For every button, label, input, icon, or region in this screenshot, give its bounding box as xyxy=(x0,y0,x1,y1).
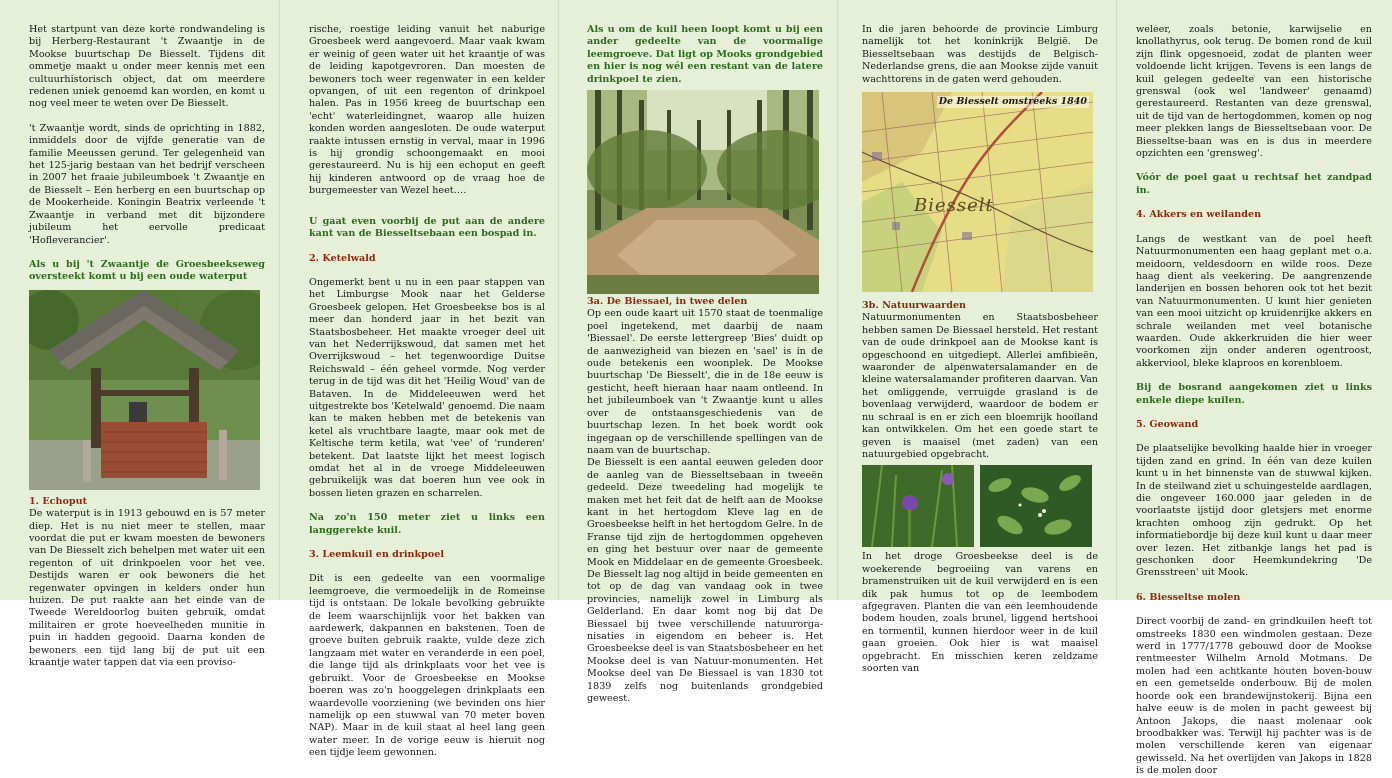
column-4 xyxy=(862,0,1098,674)
hertshooi-photo xyxy=(980,465,1092,547)
column-divider xyxy=(837,0,838,600)
section-3b-heading: 3b. Natuurwaarden xyxy=(862,300,967,312)
section-3a-heading: 3a. De Biessael, in twee delen xyxy=(587,296,748,308)
section-5-heading: 5. Geowand xyxy=(1136,418,1199,430)
route-instruction-1: Als u bij 't Zwaantje de Groesbeekseweg oversteekt komt u bij een oude waterput xyxy=(29,258,265,283)
ketelwald-paragraph: Ongemerkt bent u nu in een paar stappen van het Limburgse Mook naar het Gelderse Groesbeek gelopen. Het Groesbeekse bos is al meer dan honderd jaar in het bezit van Staatsbosbeheer. Het maakte vroeger deel uit van het Nederrijkswoud, dat samen met het Overrijkswoud – het tegenwoordige Duitse Reichswald – één geheel vormde. Nog verder terug in de tijd was dit het 'Heilig Woud' van de Bataven. In de Middeleeuwen werd het uitgestrekte bos 'Ketelwald' genoemd. Die naam kan te maken hebben met de betekenis van ketel als vruchtbare laagte, maar ook met de Keltische term ketila, wat 'vee' of 'runderen' betekent. Dat laatste lijkt het meest logisch omdat het al in de vroege Middeleeuwen gebruikelijk was dat boeren hun vee ook in bossen lieten grazen en scharrelen. xyxy=(309,276,545,499)
column-1 xyxy=(29,0,265,668)
forest-pit-image xyxy=(587,90,819,294)
groesbeekse-deel-paragraph: In het droge Groesbeekse deel is de woekerende begroeiing van varens en bramenstruiken uit de kuil verwijderd en is een dik pak humus tot op de leembodem afgegraven. Planten die van een leemhoudende bodem houden, zoals brunel, liggend hertshooi en tormentil, kunnen hierdoor weer in de kuil gaan groeien. Ook hier is wat maaisel opgebracht. En misschien keren zeldzame soorten van xyxy=(862,551,1098,674)
column-3 xyxy=(587,0,823,705)
section-2-heading: 2. Ketelwald xyxy=(309,252,376,264)
grenswal-paragraph: weleer, zoals betonie, karwijselie en knollathyrus, ook terug. De bomen rond de kuil zijn flink opgesnoeid, zodat de planten weer voldoende licht krijgen. Tevens is een langs de kuil gelegen gedeelte van een historische grenswal (ook wel 'landweer' genaamd) gerestaureerd. Restanten van deze grenswal, uit de tijd van de hertogdommen, komen op nog meer plekken langs de Biesseltsebaan voor. De Biesseltse-baan was en is dus in meerdere opzichten een 'grensweg'. xyxy=(1136,24,1372,160)
column-divider xyxy=(1116,0,1117,600)
route-instruction-2: U gaat even voorbij de put aan de andere kant van de Biesseltsebaan een bospad in. xyxy=(309,215,545,240)
route-instruction-4: Als u om de kuil heen loopt komt u bij een ander gedeelte van de voormalige leemgroeve. Dat ligt op Mooks grondgebied en hier is nog wél een restant van de latere drinkpoel te zien. xyxy=(587,24,823,85)
brunel-photo xyxy=(862,465,974,547)
section-3-heading: 3. Leemkuil en drinkpoel xyxy=(309,549,445,561)
column-divider xyxy=(558,0,559,600)
biessael-paragraph: Op een oude kaart uit 1570 staat de toenmalige poel ingetekend, met daarbij de naam 'Biessael'. De eerste lettergreep 'Bies' duidt op de aanwezigheid van biezen en 'sael' is in de oude betekenis een woonplek. De Mookse buurtschap 'De Biesselt', die in de 18e eeuw is gesticht, heeft hieraan haar naam ontleend. In het jubileumboek van 't Zwaantje kunt u alles over de ontstaansgeschiedenis van de buurtschap lezen. In het boek wordt ook ingegaan op de verschillende spellingen van de naam van de buurtschap. xyxy=(587,308,823,456)
leemkuil-photo xyxy=(587,90,819,294)
molen-paragraph: Direct voorbij de zand- en grindkuilen heeft tot omstreeks 1830 een windmolen gestaan. Deze werd in 1777/1778 gebouwd door de Mookse rentmeester Wilhelm Arnold Motmans. De molen had een achtkante houten boven-bouw en een gemetselde onderbouw. Bij de molen hoorde ook een brandewijnstokerij. Bijna een halve eeuw is de molen in pacht geweest bij Antoon Jakops, die naast molenaar ook broodbakker was. Terwijl hij pachter was is de molen verschillende keren van eigenaar gewisseld. Na het overlijden van Jakops in 1828 is de molen door xyxy=(1136,616,1372,777)
echoput-image xyxy=(29,290,260,490)
column-5 xyxy=(1136,0,1372,777)
belgie-paragraph: In die jaren behoorde de provincie Limburg namelijk tot het koninkrijk België. De Biesseltsebaan was destijds de Belgisch-Nederlandse grens, die aan Mookse zijde vanuit wachttorens in de gaten werd gehouden. xyxy=(862,24,1098,85)
route-instruction-5: Vóór de poel gaat u rechtsaf het zandpad in. xyxy=(1136,172,1372,196)
tweedeling-paragraph: De Biesselt is een aantal eeuwen geleden door de aanleg van de Biesseltsebaan in tweeën gedeeld. Deze tweedeling had mogelijk te maken met het feit dat de helft aan de Mookse kant in het hertogdom Kleve lag en de Groesbeekse helft in het hertogdom Gelre. In de Franse tijd zijn de hertogdommen opgeheven en ging het bestuur over naar de gemeente Mook en Middelaar en de gemeente Groesbeek. De Biesselt lag nog altijd in beide gemeenten en tot op de dag van vandaag ook in twee provincies, namelijk zowel in Limburg als Gelderland. En daar komt nog bij dat De Biessael bij twee verschillende natuurorga-nisaties in eigendom en beheer is. Het Groesbeekse deel is van Staatsbosbeheer en het Mookse deel is van Natuur-monumenten. Het Mookse deel van De Biessael is van 1830 tot 1839 zelfs nog buitenlands grondgebied geweest. xyxy=(587,457,823,705)
map-title: De Biesselt omstreeks 1840 xyxy=(938,96,1087,108)
section-1-heading: 1. Echoput xyxy=(29,495,87,507)
plant-photo-row xyxy=(862,465,1098,547)
zwaantje-paragraph: 't Zwaantje wordt, sinds de oprichting in 1882, inmiddels door de vijfde generatie van de familie Meeussen gerund. Ter gelegenheid van het 125-jarig bestaan van het bedrijf verscheen in 2007 het fraaie jubileumboek 't Zwaantje en de Biesselt – Een herberg en een buurtschap op de Mookerheide. Koningin Beatrix verleende 't Zwaantje in verband met dit bijzondere jubileum het eervolle predicaat 'Hofleverancier'. xyxy=(29,122,265,246)
map-image xyxy=(862,92,1093,292)
echoput-paragraph: De waterput is in 1913 gebouwd en is 57 meter diep. Het is nu niet meer te stellen, maar voordat die put er kwam moesten de bewoners van De Biesselt zich behelpen met water uit een regenton of uit drinkpoelen voor het vee. Destijds waren er ook bewoners die het regenwater opvingen in kelders onder hun huizen. De put raakte aan het einde van de Tweede Wereldoorlog buiten gebruik, omdat militairen er grote hoeveelheden munitie in puin in hadden gegooid. Daarna konden de bewoners een tijd lang bij de put uit een kraantje water tappen dat via een proviso- xyxy=(29,508,265,668)
echoput-photo xyxy=(29,290,260,490)
route-instruction-6: Bij de bosrand aangekomen ziet u links enkele diepe kuilen. xyxy=(1136,382,1372,406)
akkers-paragraph: Langs de westkant van de poel heeft Natuurmonumenten een haag geplant met o.a. meidoorn, veldesdoorn en wilde roos. Deze haag dient als veekering. De aangrenzende landerijen en bossen behoren ook tot het bezit van Natuurmonumenten. U kunt hier genieten van een mooi uitzicht op kruidenrijke akkers en schrale weilanden met veel botanische waarden. Oude akkerkruiden die hier weer voorkomen zijn onder anderen ogentroost, akkerviool, bleke klaproos en korenbloem. xyxy=(1136,233,1372,369)
route-instruction-3: Na zo'n 150 meter ziet u links een langgerekte kuil. xyxy=(309,512,545,536)
leemkuil-paragraph: Dit is een gedeelte van een voormalige leemgroeve, die vermoedelijk in de Romeinse tijd is ontstaan. De lokale bevolking gebruikte de leem waarschijnlijk voor het bakken van aardewerk, dakpannen en bakstenen. Toen de groeve buiten gebruik raakte, vulde deze zich langzaam met water en veranderde in een poel, die lange tijd als drinkplaats voor het vee is gebruikt. Voor de Groesbeekse en Mookse boeren was zo'n hooggelegen drinkplaats een waardevolle voorziening (we bevinden ons hier namelijk op een stuwwal van 70 meter boven NAP). Maar in de kuil staat al heel lang geen water meer. In de vorige eeuw is hieruit nog een tijdje leem gewonnen. xyxy=(309,573,545,759)
geowand-paragraph: De plaatselijke bevolking haalde hier in vroeger tijden zand en grind. In één van deze kuilen kunt u in het binnenste van de stuwwal kijken. In de steilwand ziet u schuingestelde aardlagen, die ongeveer 160.000 jaar geleden in de voorlaatste ijstijd door gletsjers met enorme krachten omhoog zijn gedrukt. Op het informatiebordje bij deze kuil kunt u daar meer over lezen. Het zitbankje langs het pad is geschonken door Heemkundekring 'De Grensstreen' uit Mook. xyxy=(1136,443,1372,579)
section-4-heading: 4. Akkers en weilanden xyxy=(1136,209,1262,221)
echoput-continued-paragraph: rische, roestige leiding vanuit het naburige Groesbeek werd aangevoerd. Maar vaak kwam er weinig of geen water uit het kraantje of was de leiding kapotgevroren. Dan moesten de bewoners toch weer regenwater in een kelder opvangen, of uit een regenton of drinkpoel halen. Pas in 1956 kreeg de buurtschap een 'echt' waterleidingnet, waarop alle huizen konden worden aangesloten. De oude waterput raakte intussen ernstig in verval, maar in 1996 is hij grondig schoongemaakt en mooi gerestaureerd. Nu is hij een echoput en geeft hij kinderen antwoord op de vraag hoe de burgemeester van Wezel heet…. xyxy=(309,24,545,197)
leaves-image xyxy=(980,465,1092,547)
section-6-heading: 6. Biesseltse molen xyxy=(1136,591,1241,603)
natuurwaarden-paragraph: Natuurmonumenten en Staatsbosbeheer hebben samen De Biessael hersteld. Het restant van de oude drinkpoel aan de Mookse kant is opgeschoond en uitgediept. Allerlei amfibieën, waaronder de alpenwatersalamander en de kleine watersalamander profiteren daarvan. Van het omliggende, verruigde grasland is de bovenlaag verwijderd, waardoor de bodem er nu schraal is en er zich een bloemrijk hooiland kan ontwikkelen. Om het een goede start te geven is maaisel (met zaden) van een natuurgebied opgebracht. xyxy=(862,312,1098,460)
column-2 xyxy=(309,0,545,759)
flower-image xyxy=(862,465,974,547)
column-divider xyxy=(279,0,280,600)
map-place-label: Biesselt xyxy=(914,195,994,217)
historic-map xyxy=(862,92,1093,292)
intro-paragraph: Het startpunt van deze korte rondwandeling is bij Herberg-Restaurant 't Zwaantje in de Mookse buurtschap De Biesselt. Tijdens dit ommetje maakt u onder meer kennis met een cultuurhistorisch object, dat om meerdere redenen uniek genoemd kan worden, en komt u nog veel meer te weten over De Biesselt. xyxy=(29,24,265,110)
